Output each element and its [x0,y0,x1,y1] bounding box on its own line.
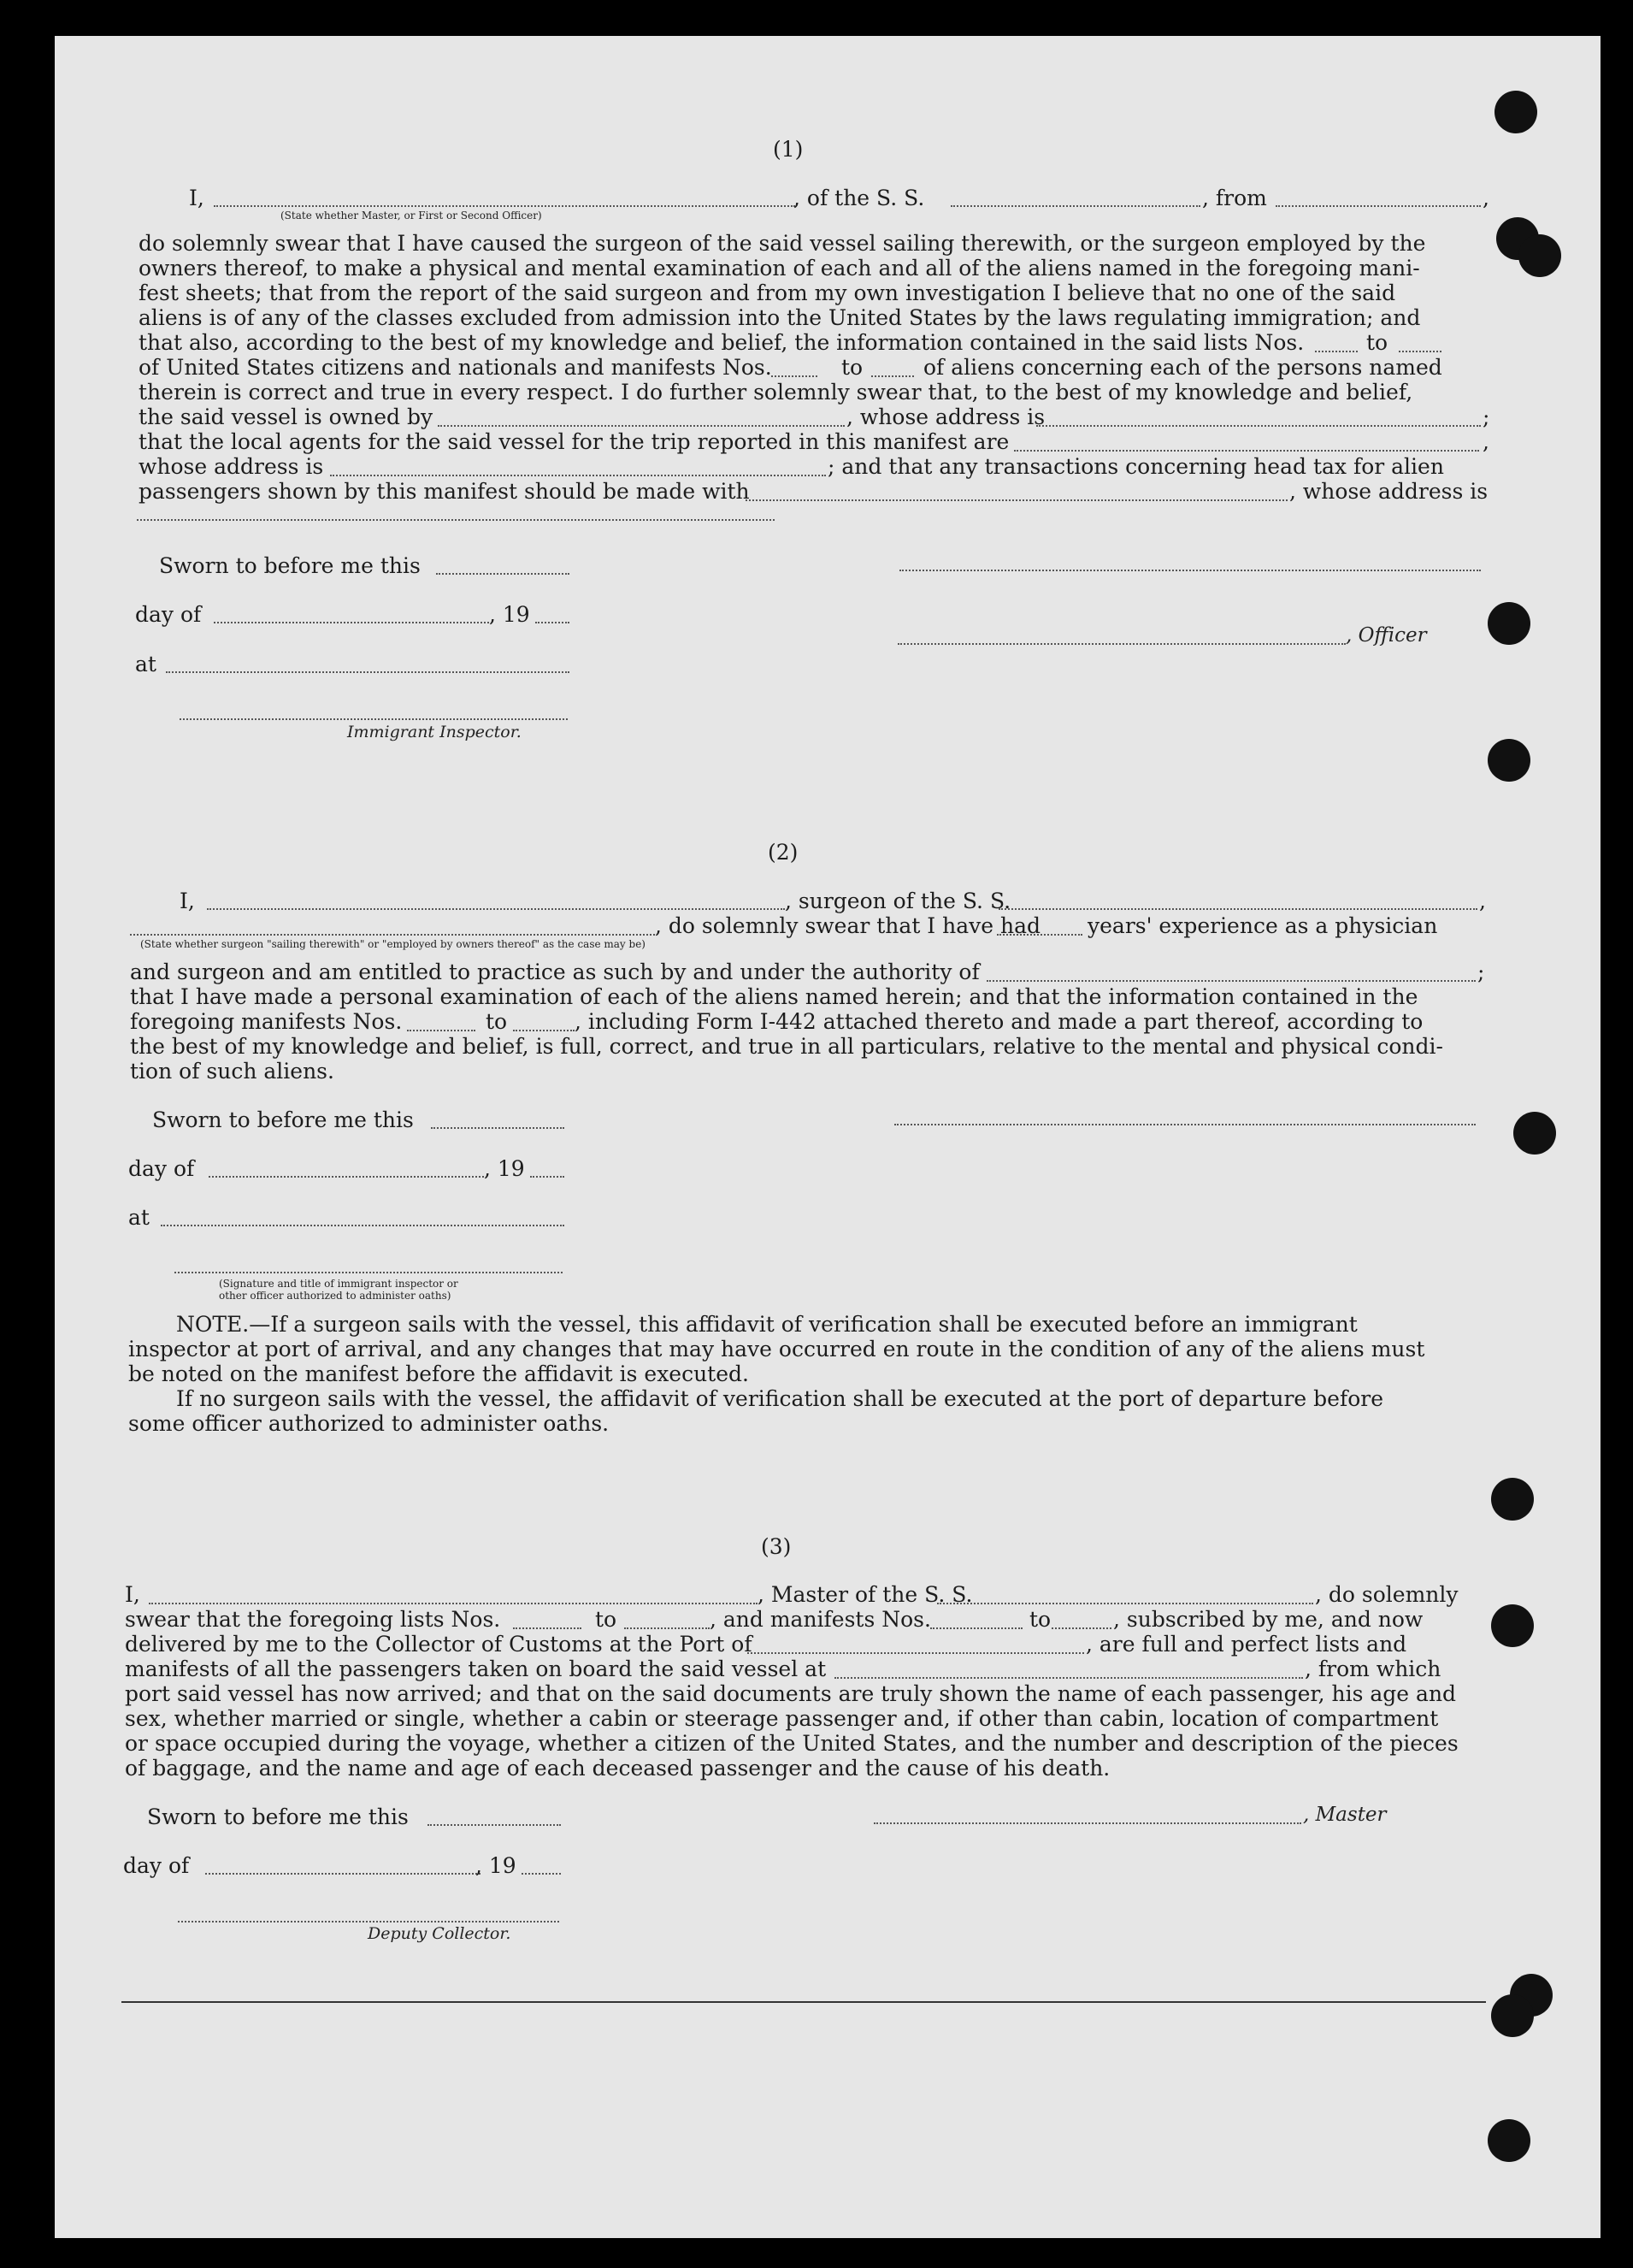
s3-master-label: , Master [1303,1804,1387,1826]
s1-manifests-to-blank[interactable] [871,375,914,377]
punch-hole [1494,91,1537,133]
punch-hole [1491,1994,1534,2037]
s3-origin-port-blank[interactable] [834,1677,1303,1679]
section2-heading: (2) [768,840,799,865]
s3-lists-from-blank[interactable] [513,1627,581,1629]
s1-lists-from-blank[interactable] [1315,351,1358,352]
section3-heading: (3) [761,1534,792,1559]
s2-note-line-2: inspector at port of arrival, and any changes that may have occurred en route in the condition of any of the aliens must [128,1337,1425,1361]
s3-full-lists-text: , are full and perfect lists and [1086,1632,1407,1657]
s1-text-line-6c: of aliens concerning each of the persons named [923,355,1442,380]
s1-of-ss-label: , of the S. S. [793,186,925,210]
s1-sworn-label: Sworn to before me this [159,553,421,578]
s3-manifests-label: , and manifests Nos. [710,1607,931,1632]
s2-day-blank[interactable] [209,1176,484,1178]
s3-i-label: I, [125,1582,140,1607]
s1-day-blank[interactable] [214,622,489,623]
s1-agent-address-blank[interactable] [330,475,826,476]
s3-subscribed-text: , subscribed by me, and now [1113,1607,1424,1632]
s3-manifests-to-blank[interactable] [1052,1627,1111,1629]
s3-year-label: , 19 [475,1853,516,1878]
s3-text-line-6: sex, whether married or single, whether a cabin or steerage passenger and, if other than cabin, location of compartment [125,1706,1439,1731]
s2-inspector-signature-line[interactable] [174,1272,563,1273]
s2-text-line-6: the best of my knowledge and belief, is full, correct, and true in all particulars, relative to the mental and physical condi- [130,1034,1443,1059]
s1-from-label: , from [1202,186,1267,210]
s1-agents-comma: , [1483,429,1489,454]
s3-ship-name-blank[interactable] [937,1603,1313,1604]
s2-manifests-to-blank[interactable] [513,1030,575,1031]
s3-master-of-ss: , Master of the S. S. [758,1582,973,1607]
s1-text-line-6: of United States citizens and nationals and manifests Nos. [139,355,772,380]
s2-authority-label: and surgeon and am entitled to practice as such by and under the authority of [130,960,980,984]
punch-hole [1491,1604,1534,1647]
punch-hole [1488,602,1530,645]
s2-manifests-to: to [486,1009,508,1034]
s1-owner-address-label: , whose address is [846,405,1046,429]
s1-agents-label: that the local agents for the said vessel for the trip reported in this manifest are [139,429,1010,454]
s1-head-tax-address-label: , whose address is [1289,479,1489,504]
s3-lists-to: to [595,1607,617,1632]
s3-do-solemnly: , do solemnly [1315,1582,1459,1607]
s2-surgeon-signature-line[interactable] [894,1124,1476,1125]
s1-lists-to-blank[interactable] [1399,351,1441,352]
s3-master-signature-line[interactable] [874,1822,1301,1824]
s1-at-label: at [135,652,156,676]
s1-manifests-from-blank[interactable] [771,375,817,377]
s3-text-line-5: port said vessel has now arrived; and that on the said documents are truly shown the name of each passenger, his age and [125,1681,1457,1706]
s1-text-line-7: therein is correct and true in every respect. I do further solemnly swear that, to the best of my knowledge and belief, [139,380,1413,405]
s2-years-blank[interactable] [997,934,1082,936]
s1-text-line-1: do solemnly swear that I have caused the surgeon of the said vessel sailing therewith, or the surgeon employed by the [139,231,1426,256]
s2-form-text: , including Form I-442 attached thereto and made a part thereof, according to [575,1009,1424,1034]
s2-surgeon-of-ss: , surgeon of the S. S. [785,889,1011,913]
s2-day-of-label: day of [128,1156,195,1181]
section1-heading: (1) [773,137,804,162]
s2-year-label: , 19 [484,1156,525,1181]
s1-agent-address-label: whose address is [139,454,324,479]
s2-swear-text: , do solemnly swear that I have had [655,913,1041,938]
s2-note-line-1: NOTE.—If a surgeon sails with the vessel, this affidavit of verification shall be executed before an immigrant [176,1312,1358,1337]
s1-head-tax-contact-blank[interactable] [746,499,1288,501]
s2-authority-semicolon: ; [1477,960,1485,984]
s1-inspector-signature-line[interactable] [180,718,568,720]
s2-manifests-from-blank[interactable] [407,1030,475,1031]
s2-text-line-7: tion of such aliens. [130,1059,334,1084]
s1-at-blank[interactable] [166,671,569,673]
s1-agents-blank[interactable] [1014,450,1479,452]
s2-note-line-4: If no surgeon sails with the vessel, the affidavit of verification shall be executed at the port of departure before [176,1386,1383,1411]
s1-officer-note: (State whether Master, or First or Second Officer) [280,210,542,221]
s2-signature-note-2: other officer authorized to administer oaths) [219,1290,451,1302]
s1-officer-line[interactable] [898,643,1346,645]
s1-semicolon: ; [1483,405,1490,429]
s3-sworn-blank[interactable] [427,1824,561,1826]
s2-note-line-5: some officer authorized to administer oaths. [128,1411,610,1436]
s2-at-blank[interactable] [161,1225,564,1226]
s1-text-line-4: aliens is of any of the classes excluded from admission into the United States by the laws regulating immigration; and [139,305,1421,330]
s2-line1-comma: , [1479,889,1486,913]
s3-collector-label: Deputy Collector. [368,1924,511,1943]
s1-text-line-3: fest sheets; that from the report of the said surgeon and from my own investigation I believe that no one of the said [139,281,1396,305]
s3-from-which-text: , from which [1305,1657,1441,1681]
s2-authority-blank[interactable] [987,980,1476,982]
s1-inspector-label: Immigrant Inspector. [347,723,522,741]
s3-collector-signature-line[interactable] [178,1921,559,1922]
s1-head-tax-with-label: passengers shown by this manifest should be made with [139,479,750,504]
s2-surgeon-type-blank[interactable] [130,934,655,936]
s1-text-line-2: owners thereof, to make a physical and mental examination of each and all of the aliens named in the foregoing mani- [139,256,1420,281]
s2-sworn-blank[interactable] [431,1127,564,1129]
punch-hole [1513,1112,1556,1155]
s1-from-port-blank[interactable] [1276,205,1481,207]
s1-owner-blank[interactable] [438,425,845,427]
s3-text-line-8: of baggage, and the name and age of each deceased passenger and the cause of his death. [125,1756,1111,1781]
s3-text-line-7: or space occupied during the voyage, whether a citizen of the United States, and the number and description of the pieces [125,1731,1459,1756]
s2-manifests-label: foregoing manifests Nos. [130,1009,403,1034]
s1-ship-name-blank[interactable] [951,205,1200,207]
s1-year-blank[interactable] [535,622,569,623]
punch-hole [1518,234,1561,277]
s3-lists-to-blank[interactable] [624,1627,710,1629]
s3-year-blank[interactable] [522,1873,561,1875]
s3-manifests-to: to [1029,1607,1052,1632]
s2-text-line-4: that I have made a personal examination of each of the aliens named herein; and that the information contained in the [130,984,1418,1009]
s3-master-name-blank[interactable] [149,1603,758,1604]
s2-surgeon-name-blank[interactable] [207,908,785,910]
s1-owned-by-label: the said vessel is owned by [139,405,433,429]
s2-surgeon-note: (State whether surgeon "sailing therewith" or "employed by owners thereof" as the case may be) [140,938,646,950]
bottom-rule [121,2001,1486,2003]
s1-sworn-blank[interactable] [436,573,569,575]
s1-officer-label: , Officer [1346,624,1427,647]
s3-day-blank[interactable] [205,1873,480,1875]
s2-i-label: I, [180,889,195,913]
s1-owner-address-blank[interactable] [1036,425,1481,427]
s1-manifests-to: to [841,355,864,380]
form-page [55,36,1601,2238]
s2-year-blank[interactable] [530,1176,564,1178]
s3-taken-on-label: manifests of all the passengers taken on board the said vessel at [125,1657,827,1681]
s3-sworn-label: Sworn to before me this [147,1804,409,1829]
s1-i-label: I, [189,186,204,210]
s2-ship-name-blank[interactable] [999,908,1477,910]
s1-head-tax-address-blank[interactable] [137,519,775,521]
s3-lists-label: swear that the foregoing lists Nos. [125,1607,501,1632]
punch-hole [1491,1478,1534,1521]
s3-manifests-from-blank[interactable] [930,1627,1023,1629]
s2-note-line-3: be noted on the manifest before the affidavit is executed. [128,1361,749,1386]
s2-signature-note-1: (Signature and title of immigrant inspector or [219,1278,458,1290]
s1-year-label: , 19 [489,602,530,627]
s1-text-line-5: that also, according to the best of my knowledge and belief, the information contained in the said lists Nos. [139,330,1305,355]
punch-hole [1488,739,1530,782]
s1-lists-to: to [1366,330,1388,355]
s1-officer-signature-line[interactable] [899,570,1481,571]
s3-day-of-label: day of [123,1853,190,1878]
s2-at-label: at [128,1205,150,1230]
s1-head-tax-text: ; and that any transactions concerning head tax for alien [828,454,1444,479]
s2-sworn-label: Sworn to before me this [152,1107,414,1132]
s3-port-blank[interactable] [747,1652,1084,1654]
s2-years-text: years' experience as a physician [1088,913,1438,938]
s1-officer-name-blank[interactable] [214,205,795,207]
s1-day-of-label: day of [135,602,202,627]
s1-end-comma: , [1483,186,1489,210]
s3-port-label: delivered by me to the Collector of Customs at the Port of [125,1632,752,1657]
punch-hole [1488,2119,1530,2162]
